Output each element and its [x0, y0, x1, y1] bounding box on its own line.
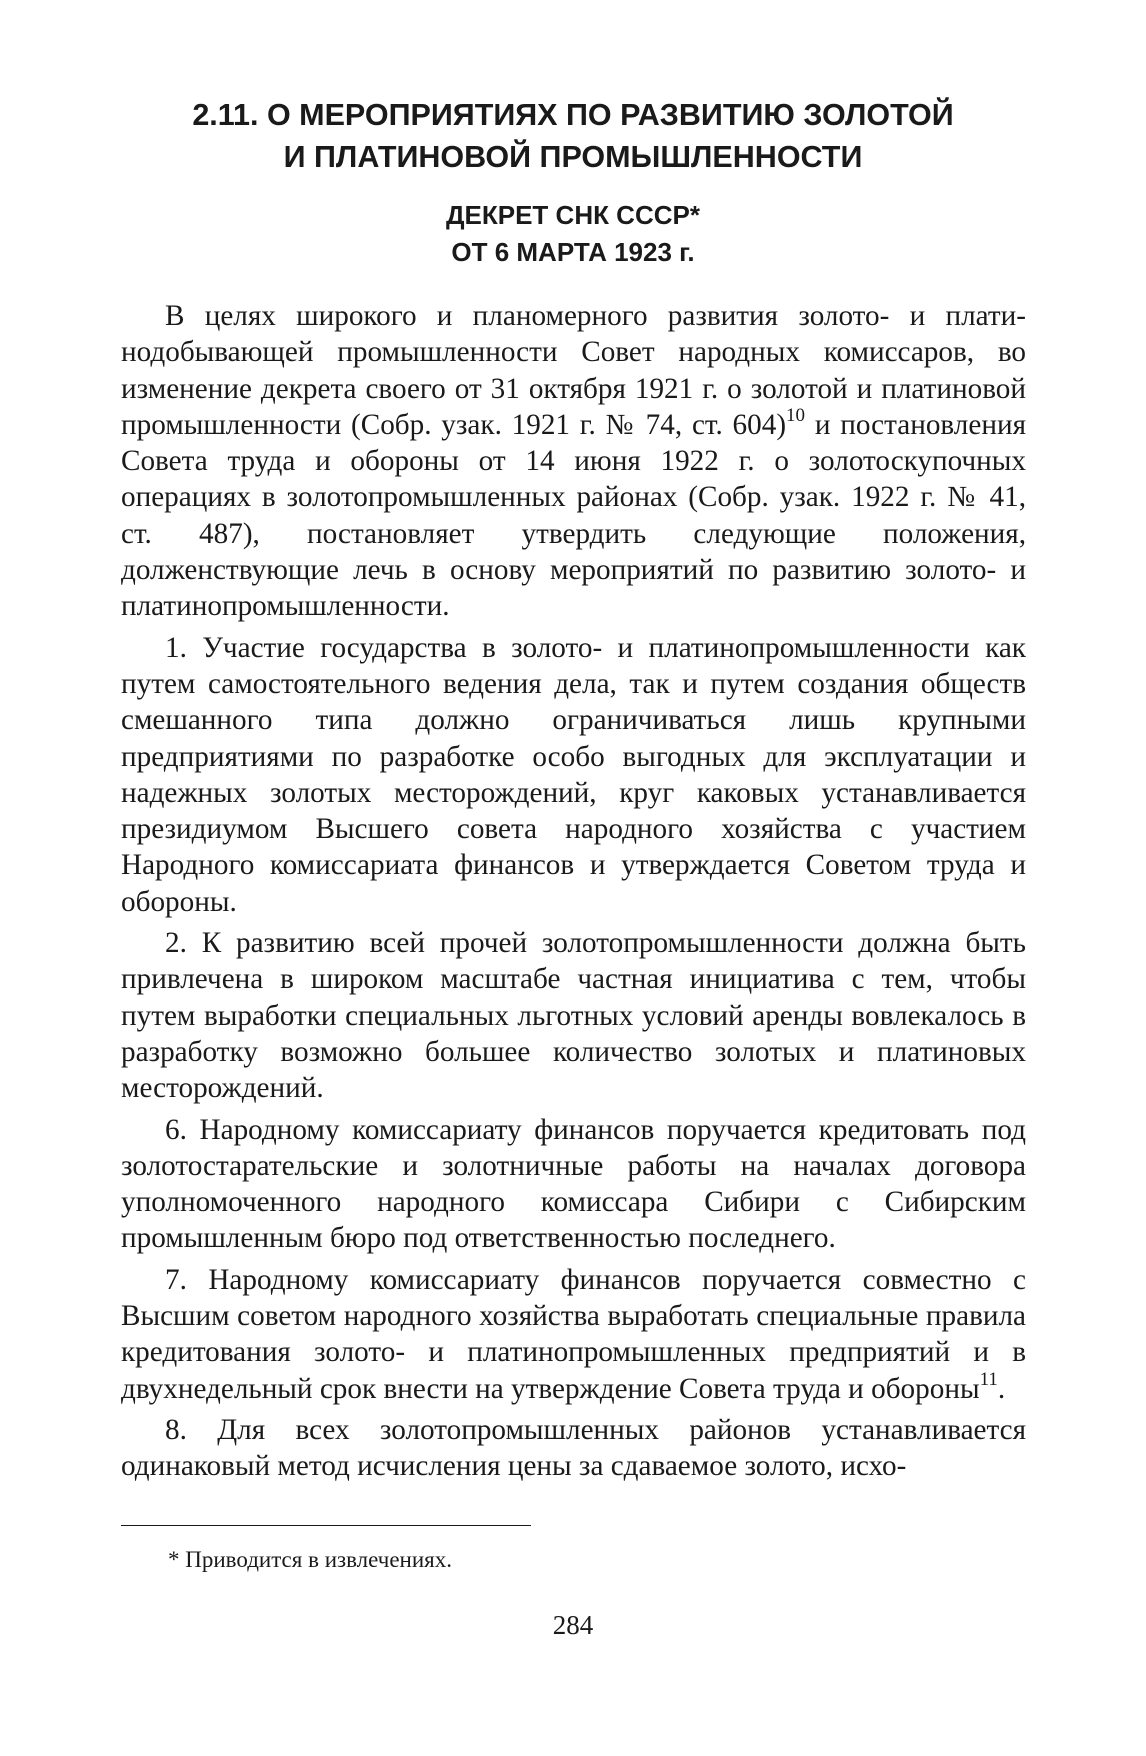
preamble-paragraph: [121, 298, 1026, 625]
page-number: 284: [552, 1610, 594, 1640]
section-title-line-1: 2.11. О МЕРОПРИЯТИЯХ ПО РАЗВИТИЮ ЗОЛОТОЙ: [192, 98, 954, 132]
footnote-divider: [121, 1525, 531, 1526]
item-2-paragraph: 2. К развитию всей прочей золотопромышленности должна быть привлечена в широком масштабе частная инициатива с тем, чтобы путем выработки специальных льготных условий аренды вовлекалось в разработку возможно большее количество золотых и платиновых месторождений.: [121, 927, 1026, 1105]
footnote: * Приводится в извлечениях.: [168, 1547, 452, 1572]
item-7-text: 7. Народному комиссариату финансов поручается совместно с Высшим советом народного хозяйства выработать специальные правила кредитования золото- и платинопромышленных предприятий и в двухнедельный срок внести на утверждение Совета труда и обороны: [121, 1263, 1026, 1405]
item-1-paragraph: 1. Участие государства в золото- и платинопромышленности как путем самостоятельного ведения дела, так и путем создания обществ смешанного типа должно ограничиваться лишь крупными предприятиями по разработке особо выгодных для эксплуатации и надежных золотых месторождений, круг каковых устанавливается президиумом Высшего совета народного хозяйства с участием Народного комиссариата финансов и утверждается Советом труда и обороны.: [121, 631, 1026, 918]
item-7-end: .: [997, 1372, 1006, 1405]
section-title: [120, 94, 1026, 178]
footnote-ref-11: 11: [979, 1368, 998, 1390]
preamble-text-continued: и постановления Совета труда и обороны от 14 июня 1922 г. о золотоскупочных операциях в золотопромышленных районах (Собр. узак. 1922 г. № 41, ст. 487), постановляет утвердить следующие положения, долженствующие лечь в основу мероприятий по развитию золото- и платинопромышленности.: [121, 408, 1026, 623]
section-title-line-2: И ПЛАТИНОВОЙ ПРОМЫШЛЕННОСТИ: [283, 140, 863, 174]
decree-title-line-2: ОТ 6 МАРТА 1923 г.: [451, 237, 695, 267]
item-6-paragraph: 6. Народному комиссариату финансов поручается кредитовать под золотостарательские и золотничные работы на началах договора уполномоченного народного комиссара Сибири с Сибирским промышленным бюро под ответственностью последнего.: [121, 1113, 1026, 1255]
footnote-ref-10: 10: [786, 405, 806, 427]
decree-title: [120, 197, 1026, 271]
item-8-paragraph: 8. Для всех золотопромышленных районов устанавливается одинаковый метод исчисления цены за сдаваемое золото, исхо-: [121, 1413, 1026, 1483]
preamble-text: В целях широкого и планомерного развития золото- и платинодобывающей промышленности Совет народных комиссаров, во изменение декрета своего от 31 октября 1921 г. о золотой и платиновой промышленности (Собр. узак. 1921 г. № 74, ст. 604): [121, 300, 1026, 441]
body-text: [121, 298, 1026, 1490]
decree-title-line-1: ДЕКРЕТ СНК СССР*: [446, 200, 700, 230]
item-7-paragraph: [121, 1262, 1026, 1407]
